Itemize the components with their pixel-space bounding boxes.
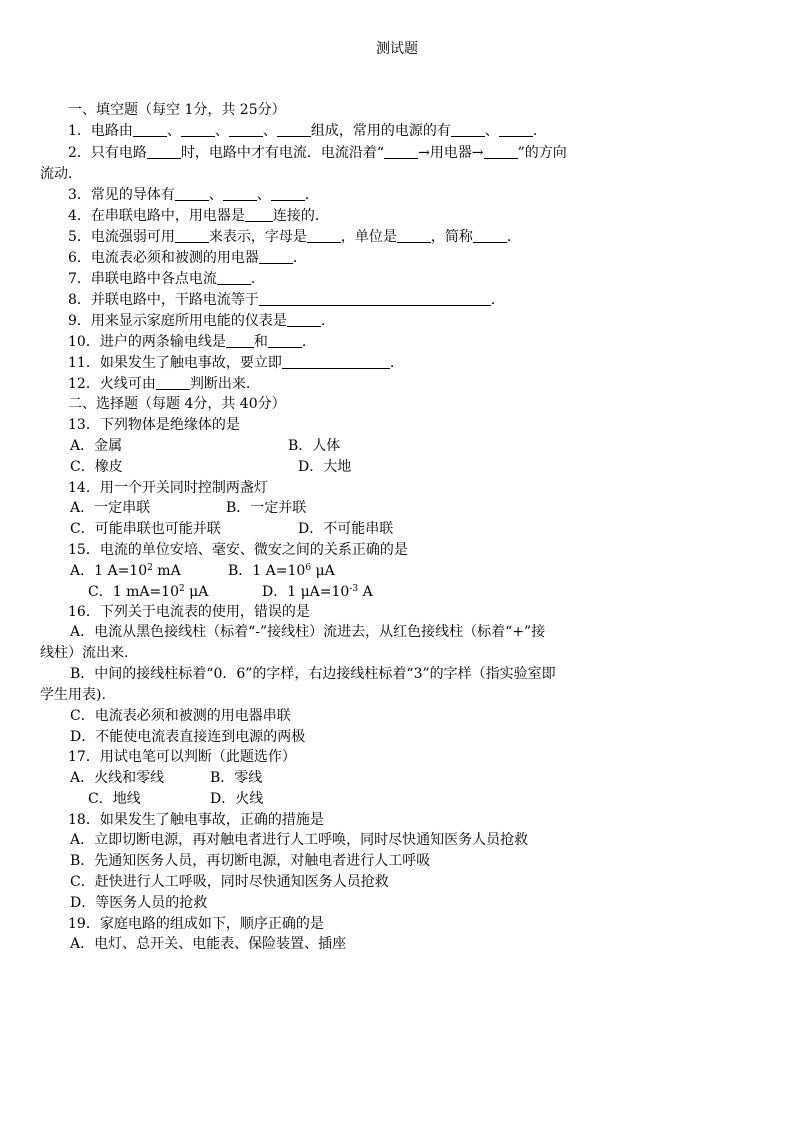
q15-option-b[interactable]: B．1 $A=10^6$ μA <box>228 563 335 579</box>
question-3: 3．常见的导体有 、 、 . <box>68 187 310 203</box>
q17-option-a[interactable]: A．火线和零线 <box>70 770 165 786</box>
question-10: 10．进户的两条输电线是 和 . <box>68 334 307 350</box>
answer-blank[interactable] <box>287 312 321 327</box>
answer-blank[interactable] <box>245 207 273 222</box>
q13-option-d[interactable]: D．大地 <box>298 459 352 475</box>
question-7: 7．串联电路中各点电流 . <box>68 271 256 287</box>
answer-blank[interactable] <box>226 333 254 348</box>
q18-option-d[interactable]: D．等医务人员的抢救 <box>70 895 208 911</box>
question-2-cont: 流动． <box>40 166 82 182</box>
answer-blank[interactable] <box>259 249 293 264</box>
answer-blank[interactable] <box>175 228 209 243</box>
question-9: 9．用来显示家庭所用电能的仪表是 . <box>68 313 326 329</box>
question-17-stem: 17．用试电笔可以判断（此题选作） <box>68 749 296 765</box>
answer-blank[interactable] <box>217 270 251 285</box>
question-15-stem: 15．电流的单位安培、毫安、微安之间的关系正确的是 <box>68 542 408 558</box>
answer-blank[interactable] <box>259 291 491 306</box>
answer-blank[interactable] <box>451 122 485 137</box>
answer-blank[interactable] <box>156 375 190 390</box>
question-12: 12．火线可由 判断出来. <box>68 376 251 392</box>
question-2: 2．只有电路 时，电路中才有电流．电流沿着“ →用电器→ ”的方向 <box>68 145 567 161</box>
section1-heading: 一、填空题（每空 1分，共 25分） <box>68 102 286 118</box>
answer-blank[interactable] <box>282 354 390 369</box>
question-5: 5．电流强弱可用 来表示，字母是 ，单位是 ，简称 . <box>68 229 512 245</box>
answer-blank[interactable] <box>473 228 507 243</box>
answer-blank[interactable] <box>133 122 167 137</box>
q15-option-c[interactable]: C．1 $mA=10^2$ μA <box>88 584 209 600</box>
q18-option-b[interactable]: B．先通知医务人员，再切断电源，对触电者进行人工呼吸 <box>70 853 431 869</box>
answer-blank[interactable] <box>397 228 431 243</box>
answer-blank[interactable] <box>484 144 518 159</box>
answer-blank[interactable] <box>175 186 209 201</box>
q16-option-a[interactable]: A．电流从黑色接线柱（标着“-”接线柱）流进去，从红色接线柱（标着“+”接 <box>70 624 546 640</box>
q17-option-b[interactable]: B．零线 <box>210 770 263 786</box>
section2-heading: 二、选择题（每题 4分，共 40分） <box>68 396 286 412</box>
question-19-stem: 19．家庭电路的组成如下，顺序正确的是 <box>68 916 324 932</box>
answer-blank[interactable] <box>271 186 305 201</box>
q13-option-c[interactable]: C．橡皮 <box>70 459 123 475</box>
q13-option-b[interactable]: B．人体 <box>288 438 341 454</box>
question-14-stem: 14．用一个开关同时控制两盏灯 <box>68 480 268 496</box>
q18-option-a[interactable]: A．立即切断电源，再对触电者进行人工呼唤，同时尽快通知医务人员抢救 <box>70 832 529 848</box>
answer-blank[interactable] <box>229 122 263 137</box>
answer-blank[interactable] <box>147 144 181 159</box>
q14-option-b[interactable]: B．一定并联 <box>226 500 307 516</box>
answer-blank[interactable] <box>499 122 533 137</box>
q14-option-a[interactable]: A．一定串联 <box>70 500 151 516</box>
q19-option-a[interactable]: A．电灯、总开关、电能表、保险装置、插座 <box>70 936 347 952</box>
question-4: 4．在串联电路中，用电器是 连接的． <box>68 208 329 224</box>
question-8: 8．并联电路中，干路电流等于 . <box>68 292 496 308</box>
answer-blank[interactable] <box>223 186 257 201</box>
question-16-stem: 16．下列关于电流表的使用，错误的是 <box>68 604 310 620</box>
q16-option-b[interactable]: B．中间的接线柱标着“0．6”的字样，右边接线柱标着“3”的字样（指实验室即 <box>70 666 556 682</box>
question-18-stem: 18．如果发生了触电事故，正确的措施是 <box>68 812 324 828</box>
answer-blank[interactable] <box>181 122 215 137</box>
question-13-stem: 13．下列物体是绝缘体的是 <box>68 417 240 433</box>
answer-blank[interactable] <box>277 122 311 137</box>
q16-option-b-cont: 学生用表). <box>40 687 106 703</box>
q15-option-a[interactable]: A．1 $A=10^2$ mA <box>70 563 181 579</box>
q15-option-d[interactable]: D．1 $\mu A=10^{-3}$ A <box>262 584 373 600</box>
answer-blank[interactable] <box>384 144 418 159</box>
q14-option-d[interactable]: D．不可能串联 <box>298 521 394 537</box>
question-1: 1．电路由 、 、 、 组成，常用的电源的有 、 . <box>68 123 538 139</box>
q14-option-c[interactable]: C．可能串联也可能并联 <box>70 521 221 537</box>
q17-option-c[interactable]: C．地线 <box>88 791 141 807</box>
q16-option-c[interactable]: C．电流表必须和被测的用电器串联 <box>70 708 291 724</box>
question-6: 6．电流表必须和被测的用电器 . <box>68 250 298 266</box>
answer-blank[interactable] <box>307 228 341 243</box>
q18-option-c[interactable]: C．赶快进行人工呼吸，同时尽快通知医务人员抢救 <box>70 874 389 890</box>
q13-option-a[interactable]: A．金属 <box>70 438 123 454</box>
page-title: 测试题 <box>376 41 418 57</box>
answer-blank[interactable] <box>268 333 302 348</box>
q16-option-a-cont: 线柱）流出来. <box>40 645 129 661</box>
q17-option-d[interactable]: D．火线 <box>210 791 264 807</box>
q16-option-d[interactable]: D．不能使电流表直接连到电源的两极 <box>70 729 306 745</box>
question-11: 11．如果发生了触电事故，要立即 . <box>68 355 395 371</box>
